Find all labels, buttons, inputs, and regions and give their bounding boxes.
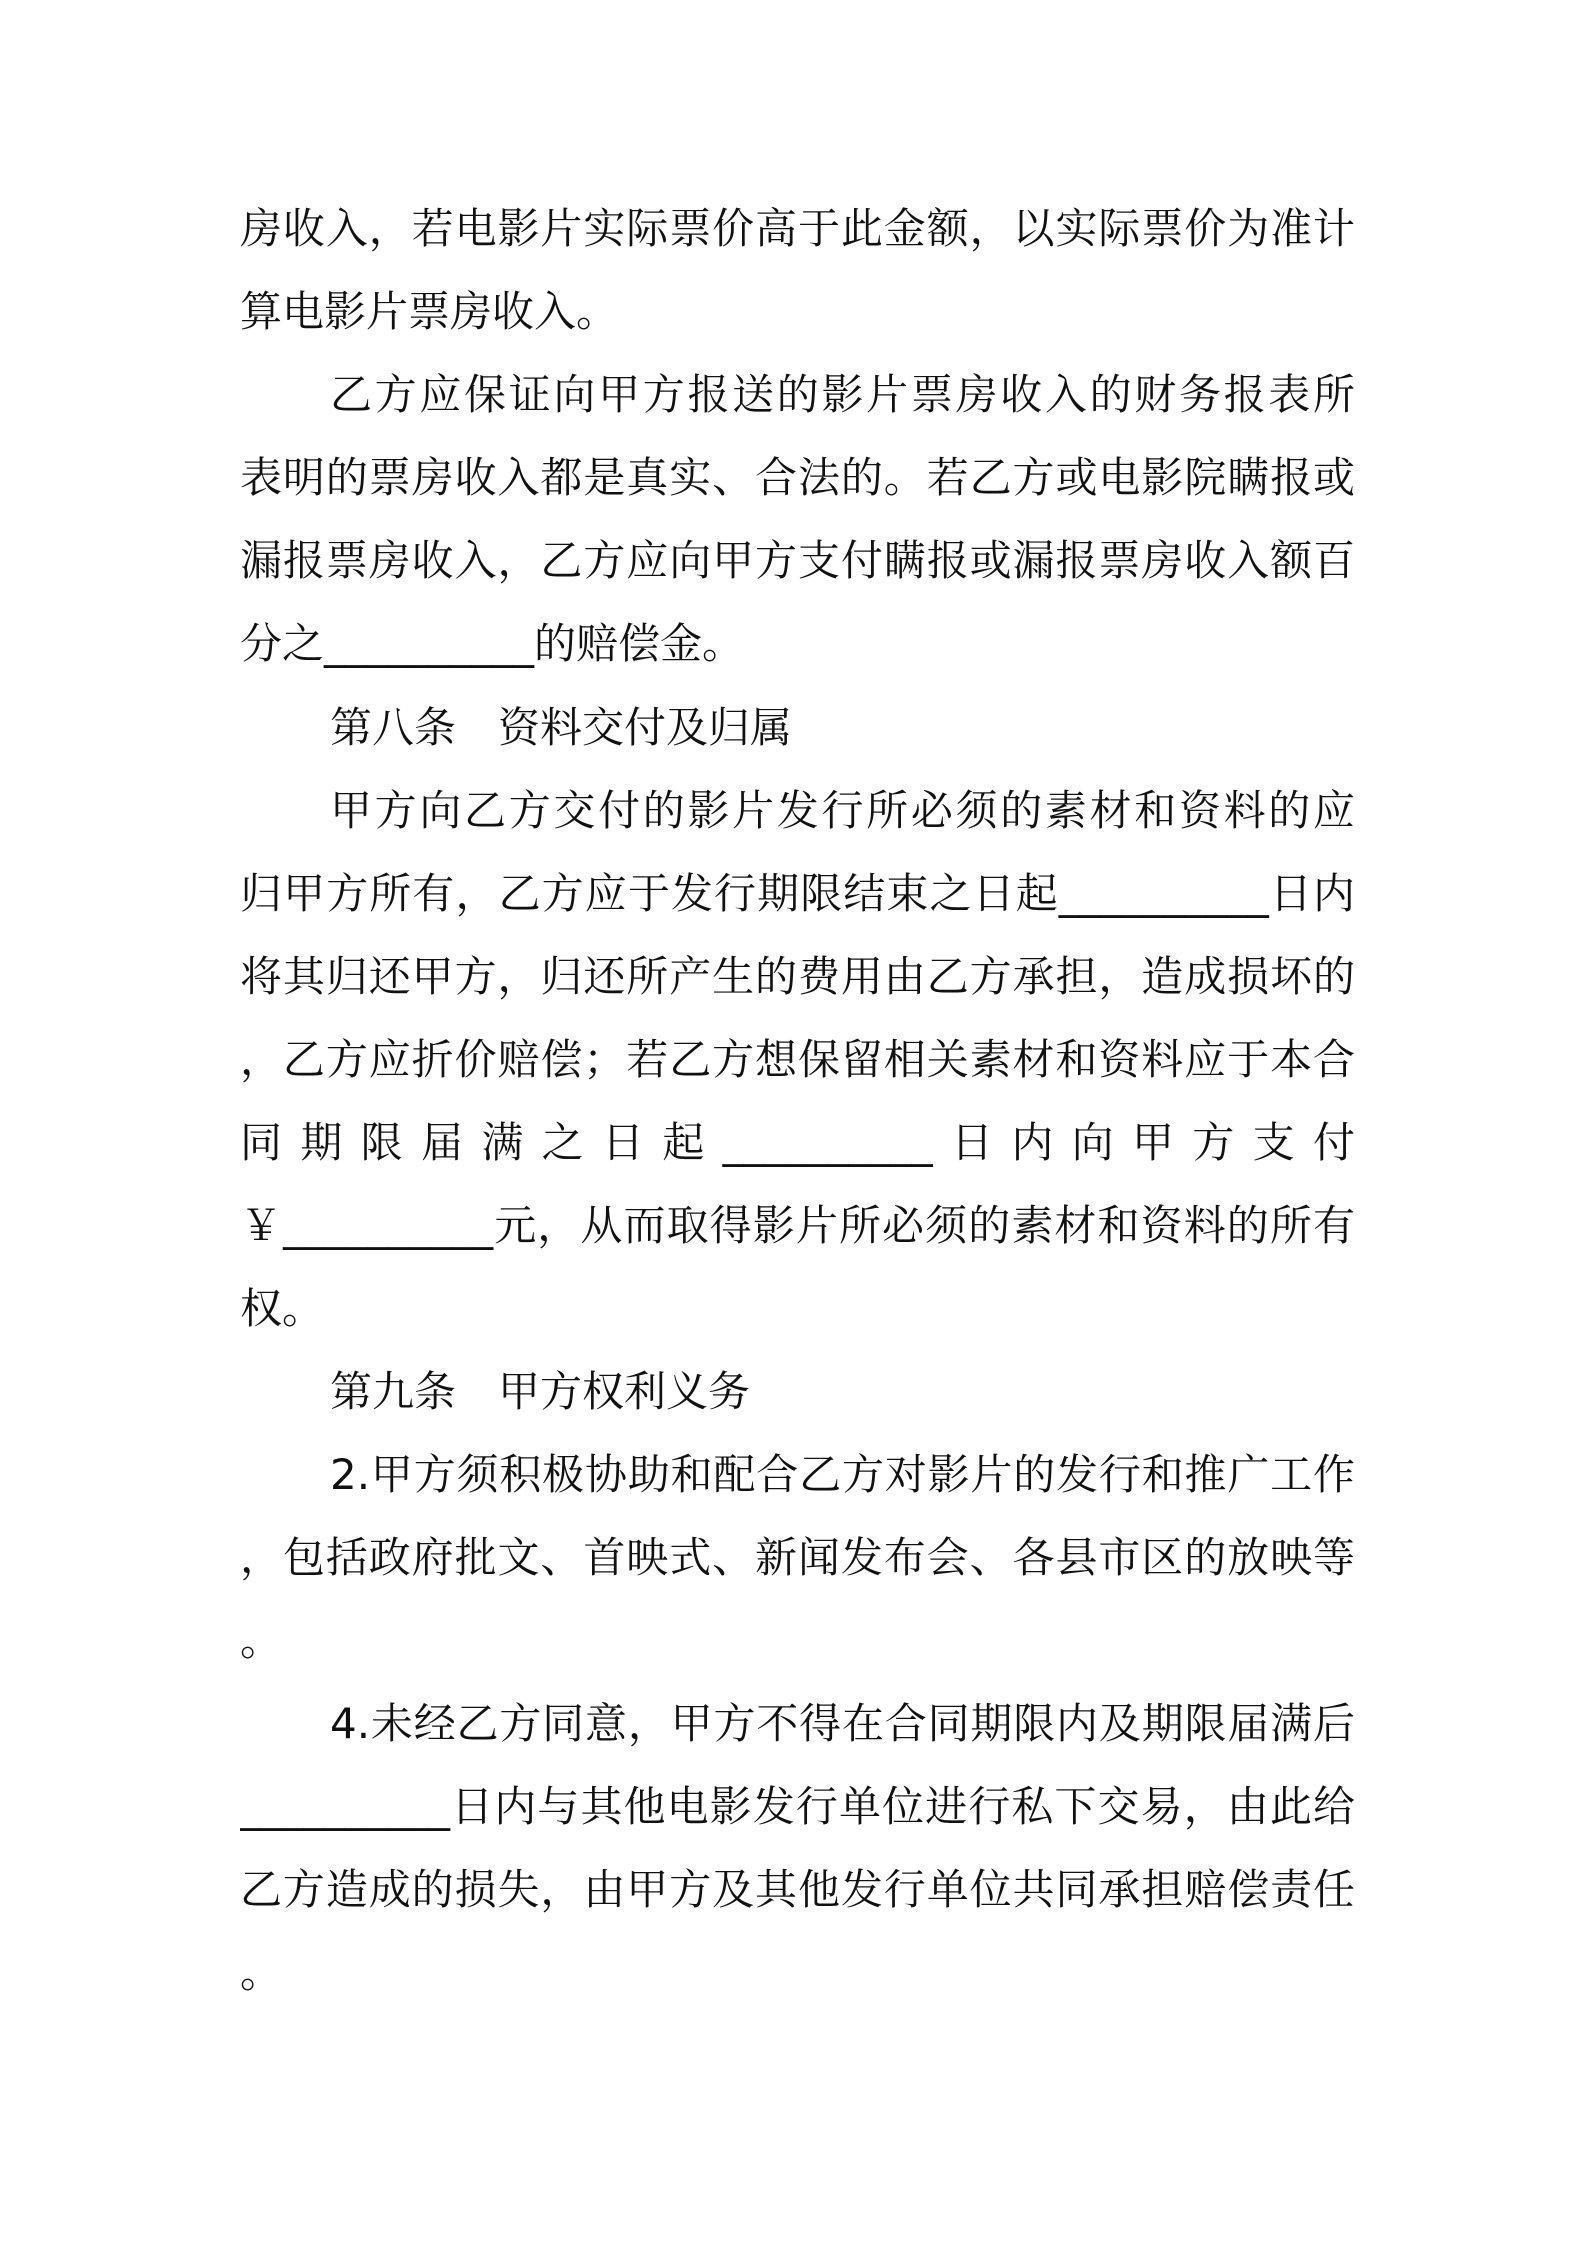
text-line: ，乙方应折价赔偿；若乙方想保留相关素材和资料应于本合 [240, 1035, 1355, 1084]
text-line: 乙方造成的损失，由甲方及其他发行单位共同承担赔偿责任 [240, 1865, 1355, 1914]
paragraph-first-line: 2.甲方须积极协助和配合乙方对影片的发行和推广工作 [330, 1450, 1355, 1499]
paragraph-first-line: 4.未经乙方同意，甲方不得在合同期限内及期限届满后 [330, 1699, 1355, 1748]
text-line: ，包括政府批文、首映式、新闻发布会、各县市区的放映等 [240, 1533, 1355, 1582]
article-heading: 第九条 甲方权利义务 [330, 1367, 751, 1416]
paragraph-first-line: 甲方向乙方交付的影片发行所必须的素材和资料的应 [330, 786, 1355, 835]
text-line: 分之__________的赔偿金。 [240, 619, 745, 668]
text-line: 表明的票房收入都是真实、合法的。若乙方或电影院瞒报或 [240, 453, 1355, 502]
text-line: __________日内与其他电影发行单位进行私下交易，由此给 [240, 1782, 1355, 1831]
text-line: 漏报票房收入，乙方应向甲方支付瞒报或漏报票房收入额百 [240, 536, 1355, 585]
text-line: 。 [240, 1616, 283, 1665]
text-line: 。 [240, 1948, 283, 1997]
text-line: ￥__________元，从而取得影片所必须的素材和资料的所有 [240, 1201, 1355, 1250]
paragraph-first-line: 乙方应保证向甲方报送的影片票房收入的财务报表所 [330, 370, 1355, 419]
text-line: 归甲方所有，乙方应于发行期限结束之日起__________日内 [240, 869, 1355, 918]
text-line: 同期限届满之日起__________日内向甲方支付 [240, 1118, 1355, 1167]
text-line: 权。 [240, 1284, 325, 1333]
text-line: 房收入，若电影片实际票价高于此金额，以实际票价为准计 [240, 204, 1355, 253]
article-heading: 第八条 资料交付及归属 [330, 703, 793, 752]
text-line: 算电影片票房收入。 [240, 287, 619, 336]
text-line: 将其归还甲方，归还所产生的费用由乙方承担，造成损坏的 [240, 952, 1355, 1001]
